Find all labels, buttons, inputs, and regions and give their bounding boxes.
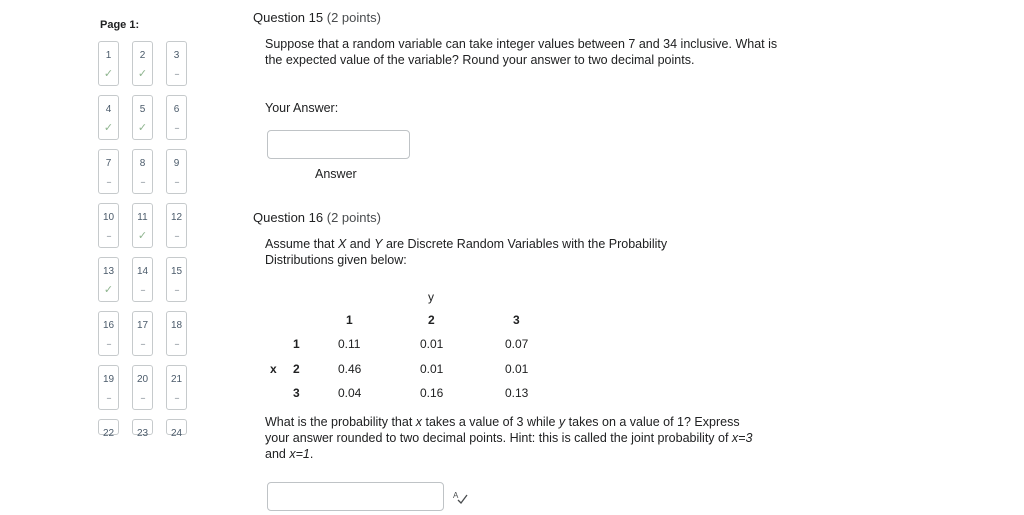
question-15-title: Question 15 — [253, 10, 324, 25]
unanswered-dash-icon: -- — [140, 177, 145, 187]
row-header-2: 2 — [293, 362, 300, 376]
answered-check-icon: ✓ — [137, 68, 148, 80]
row-header-1: 1 — [293, 337, 300, 351]
question-nav-number: 2 — [139, 50, 146, 61]
table-y-label: y — [428, 290, 434, 304]
question-15-answer-input[interactable] — [267, 130, 410, 159]
question-nav-number: 3 — [173, 50, 180, 61]
question-15-text: Suppose that a random variable can take integer values between 7 and 34 inclusive. What is the expected value of the variable? Round your answer to two decimal points. — [265, 37, 778, 67]
question-nav-number: 23 — [136, 428, 149, 439]
question-nav-17[interactable] — [132, 311, 153, 356]
question-nav-number: 22 — [102, 428, 115, 439]
prompt-text: What is the probability that — [265, 415, 416, 429]
question-nav-number: 11 — [137, 212, 148, 223]
your-answer-label: Your Answer: — [265, 101, 339, 115]
svg-text:A: A — [453, 491, 459, 500]
question-nav-number: 7 — [105, 158, 112, 169]
unanswered-dash-icon: -- — [106, 339, 111, 349]
intro-var-y: Y — [374, 237, 383, 251]
question-15-heading — [253, 10, 381, 25]
question-nav-3[interactable] — [166, 41, 187, 86]
prompt-text: takes a value of 3 while — [422, 415, 559, 429]
question-nav-number: 18 — [170, 320, 183, 331]
question-nav-4[interactable] — [98, 95, 119, 140]
unanswered-dash-icon: -- — [106, 231, 111, 241]
prompt-condition-1: x=3 — [731, 431, 753, 445]
question-nav-11[interactable] — [132, 203, 153, 248]
cell-2-2: 0.01 — [420, 362, 444, 376]
unanswered-dash-icon: -- — [140, 393, 145, 403]
cell-3-1: 0.04 — [338, 386, 362, 400]
cell-3-3: 0.13 — [505, 386, 529, 400]
question-nav-19[interactable] — [98, 365, 119, 410]
question-16-answer-input[interactable] — [267, 482, 444, 511]
prompt-var-x: x — [415, 415, 423, 429]
question-nav-1[interactable] — [98, 41, 119, 86]
question-nav-18[interactable] — [166, 311, 187, 356]
question-nav-2[interactable] — [132, 41, 153, 86]
unanswered-dash-icon: -- — [174, 339, 179, 349]
cell-1-3: 0.07 — [505, 337, 529, 351]
answered-check-icon: ✓ — [137, 122, 148, 134]
cell-1-2: 0.01 — [420, 337, 444, 351]
unanswered-dash-icon: -- — [140, 339, 145, 349]
unanswered-dash-icon: -- — [174, 69, 179, 79]
question-nav-8[interactable] — [132, 149, 153, 194]
question-nav-16[interactable] — [98, 311, 119, 356]
question-nav-number: 6 — [173, 104, 180, 115]
question-nav-number: 9 — [173, 158, 180, 169]
cell-3-2: 0.16 — [420, 386, 444, 400]
unanswered-dash-icon: -- — [174, 393, 179, 403]
question-nav-number: 1 — [105, 50, 112, 61]
answered-check-icon: ✓ — [137, 230, 148, 242]
question-nav-number: 24 — [170, 428, 183, 439]
unanswered-dash-icon: -- — [174, 285, 179, 295]
question-16-prompt — [265, 414, 755, 462]
unanswered-dash-icon: -- — [174, 177, 179, 187]
col-header-3: 3 — [513, 313, 520, 327]
cell-2-1: 0.46 — [338, 362, 362, 376]
intro-text: are Discrete Random Variables with the Probability Distributions given below: — [265, 237, 668, 267]
question-nav-number: 15 — [170, 266, 183, 277]
question-nav-10[interactable] — [98, 203, 119, 248]
spellcheck-icon[interactable] — [452, 489, 468, 505]
prompt-text: takes on a value of 1? Express your answer rounded to two decimal points. Hint: this is called the joint probability of — [265, 415, 740, 445]
cell-2-3: 0.01 — [505, 362, 529, 376]
prompt-condition-2: x=1 — [289, 447, 310, 461]
question-nav-14[interactable] — [132, 257, 153, 302]
question-16-points: (2 points) — [326, 210, 381, 225]
question-nav-12[interactable] — [166, 203, 187, 248]
question-nav-20[interactable] — [132, 365, 153, 410]
question-nav-number: 12 — [170, 212, 183, 223]
question-nav-number: 13 — [102, 266, 115, 277]
question-16-title: Question 16 — [253, 210, 324, 225]
row-header-3: 3 — [293, 386, 300, 400]
unanswered-dash-icon: -- — [106, 393, 111, 403]
answered-check-icon: ✓ — [103, 284, 114, 296]
question-navigator — [98, 0, 198, 515]
prompt-var-y: y — [558, 415, 566, 429]
question-nav-22[interactable] — [98, 419, 119, 439]
question-nav-24[interactable] — [166, 419, 187, 439]
question-nav-5[interactable] — [132, 95, 153, 140]
question-nav-15[interactable] — [166, 257, 187, 302]
question-nav-number: 17 — [136, 320, 149, 331]
intro-var-x: X — [337, 237, 347, 251]
unanswered-dash-icon: -- — [106, 177, 111, 187]
question-nav-number: 19 — [102, 374, 115, 385]
col-header-2: 2 — [428, 313, 435, 327]
table-x-label: x — [270, 362, 277, 376]
question-15-points: (2 points) — [326, 10, 381, 25]
col-header-1: 1 — [346, 313, 353, 327]
intro-text: Assume that — [265, 237, 338, 251]
answered-check-icon: ✓ — [103, 68, 114, 80]
question-nav-13[interactable] — [98, 257, 119, 302]
question-nav-number: 4 — [105, 104, 112, 115]
question-nav-number: 10 — [102, 212, 115, 223]
question-nav-number: 21 — [170, 374, 183, 385]
prompt-text: . — [309, 447, 314, 461]
page-title: Page 1: — [100, 19, 140, 31]
question-nav-23[interactable] — [132, 419, 153, 439]
question-nav-6[interactable] — [166, 95, 187, 140]
question-16-intro — [265, 236, 725, 268]
answered-check-icon: ✓ — [103, 122, 114, 134]
question-nav-number: 8 — [139, 158, 146, 169]
question-nav-number: 5 — [139, 104, 146, 115]
unanswered-dash-icon: -- — [140, 285, 145, 295]
cell-1-1: 0.11 — [338, 337, 361, 351]
question-nav-number: 14 — [136, 266, 149, 277]
intro-text: and — [349, 237, 375, 251]
question-16-heading — [253, 210, 381, 225]
question-nav-number: 20 — [136, 374, 149, 385]
unanswered-dash-icon: -- — [174, 231, 179, 241]
unanswered-dash-icon: -- — [174, 123, 179, 133]
answer-caption: Answer — [315, 167, 357, 181]
prompt-text: and — [265, 447, 290, 461]
question-nav-7[interactable] — [98, 149, 119, 194]
question-nav-9[interactable] — [166, 149, 187, 194]
question-nav-number: 16 — [102, 320, 115, 331]
question-nav-21[interactable] — [166, 365, 187, 410]
